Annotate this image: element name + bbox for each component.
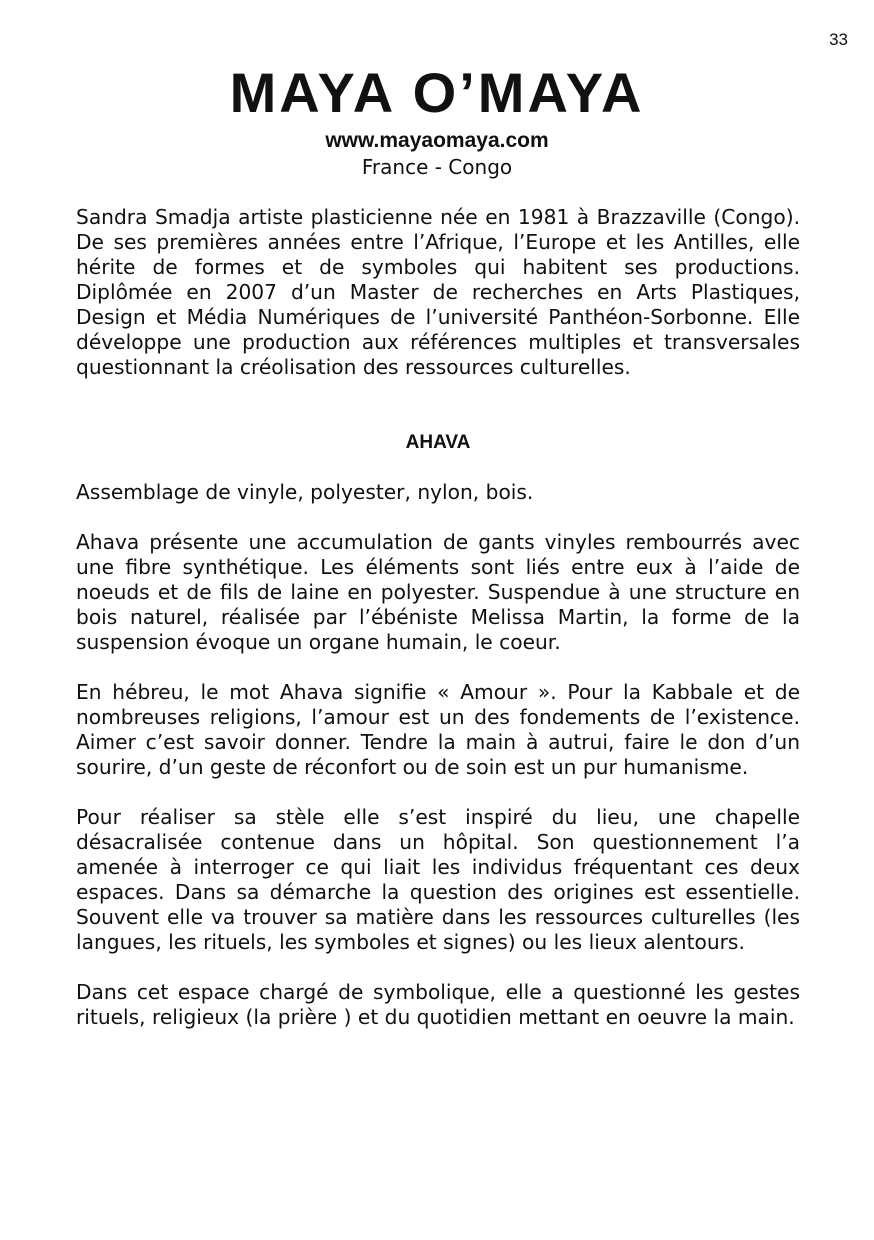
artist-name: MAYA O’MAYA: [229, 61, 645, 124]
work-title: AHAVA: [405, 432, 471, 453]
artist-website-link[interactable]: www.mayaomaya.com: [325, 129, 549, 152]
work-paragraph: Dans cet espace chargé de symbolique, elle a questionné les gestes rituels, religieux (la prière ) et du quotidien mettant en oeuvre la main.: [76, 980, 800, 1029]
artist-origin: France - Congo: [361, 155, 513, 179]
page-content: [76, 205, 800, 1030]
work-paragraph: Ahava présente une accumulation de gants vinyles rembourrés avec une fibre synthétique. Les éléments sont liés entre eux à l’aide de noeuds et de fils de laine en polyester. Suspendue à une structure en bois naturel, réalisée par l’ébéniste Melissa Martin, la forme de la suspension évoque un organe humain, le coeur.: [76, 530, 800, 654]
artist-bio: Sandra Smadja artiste plasticienne née en 1981 à Brazzaville (Congo). De ses premières années entre l’Afrique, l’Europe et les Antilles, elle hérite de formes et de symboles qui habitent ses productions. Diplômée en 2007 d’un Master de recherches en Arts Plastiques, Design et Média Numériques de l’université Panthéon-Sorbonne. Elle développe une production aux références multiples et transversales questionnant la créolisation des ressources culturelles.: [76, 205, 800, 379]
page-number: 33: [829, 30, 848, 49]
work-paragraph: Pour réaliser sa stèle elle s’est inspiré du lieu, une chapelle désacralisée contenue dans un hôpital. Son questionnement l’a amenée à interroger ce qui liait les individus fréquentant ces deux espaces. Dans sa démarche la question des origines est essentielle. Souvent elle va trouver sa matière dans les ressources culturelles (les langues, les rituels, les symboles et signes) ou les lieux alentours.: [76, 805, 800, 954]
work-paragraph: En hébreu, le mot Ahava signifie « Amour ». Pour la Kabbale et de nombreuses religions, l’amour est un des fondements de l’existence. Aimer c’est savoir donner. Tendre la main à autrui, faire le don d’un sourire, d’un geste de réconfort ou de soin est un pur humanisme.: [76, 680, 800, 779]
work-materials: Assemblage de vinyle, polyester, nylon, bois.: [76, 480, 534, 504]
artist-header: [0, 62, 874, 180]
